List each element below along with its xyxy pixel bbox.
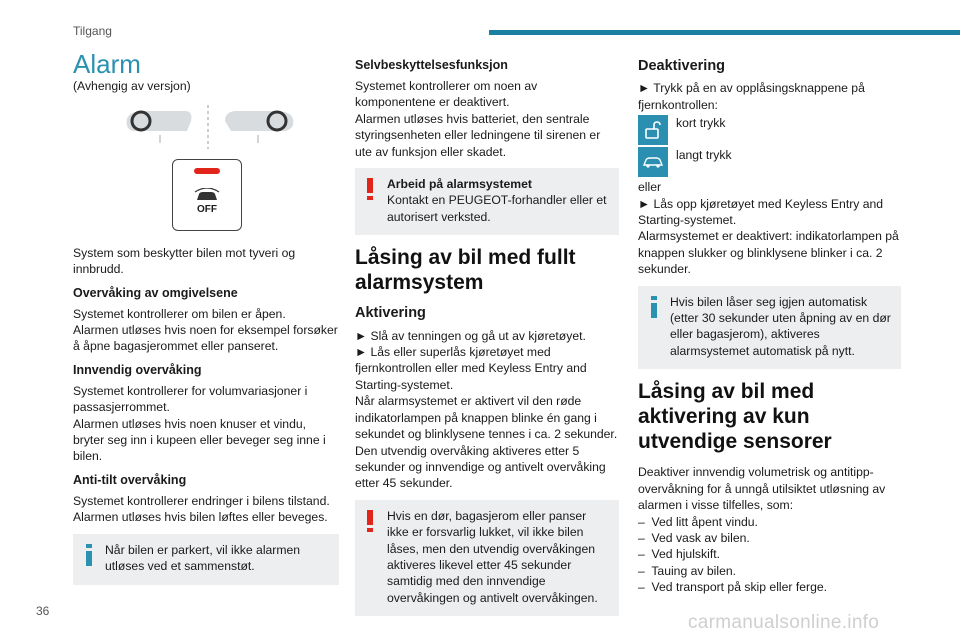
text-exterior: Deaktiver innvendig volumetrisk og antitipp-overvåkning for å unngå utilsiktet utløsning av alarmen i visse tilfelles, som: – Ved litt åpent vindu. – Ved vask av bilen. – Ved hjulskift. – Tauing av bilen. – Ved transport på skip eller ferge.	[638, 465, 886, 595]
car-key-icon	[638, 147, 668, 177]
info-icon	[85, 544, 93, 566]
heading-selfprotect: Selvbeskyttelsesfunksjon	[355, 58, 508, 72]
car-signal-icon	[193, 188, 221, 202]
text-activation: ► Slå av tenningen og gå ut av kjøretøyet. ► Lås eller superlås kjøretøyet med fjernkontrollen eller med Keyless Entry and Starting-systemet. Når alarmsystemet er aktivert vil den røde indikatorlampen på knappen blinke én gang i sekundet og blinklysene tennes i ca. 2 sekunder. Den utvendig overvåking aktiveres etter 5 sekunder og innvendige og antivelt overvåking etter 45 sekunder.	[355, 328, 618, 491]
heading-exterior-sensors: Låsing av bil med aktivering av kun utvendige sensorer	[638, 380, 832, 454]
warning-box-1	[355, 168, 619, 235]
column-3	[638, 56, 901, 602]
intro-text: System som beskytter bilen mot tyveri og innbrudd.	[73, 245, 299, 277]
red-indicator-lamp	[194, 168, 220, 174]
warning-1-text: Kontakt en PEUGEOT-forhandler eller et autorisert verksted.	[387, 193, 607, 224]
short-press-label: kort trykk	[676, 116, 726, 131]
car-icon	[642, 155, 664, 169]
warning-2-text: Hvis en dør, bagasjerom eller panser ikke er forsvarlig lukket, vil ikke bilen låses, men den utvendig overvåkingen aktiveres likevel etter 45 sekunder samtidig med den innvendige overvåkingen og antivelt overvåkingen.	[387, 508, 598, 605]
header-bar	[489, 30, 960, 35]
text-selfprotect: Systemet kontrollerer om noen av komponentene er deaktivert. Alarmen utløses hvis batteriet, den sentrale styringsenheten eller ledningene til sirenen er ute av funksjon eller skadet.	[355, 79, 601, 159]
steering-wheel-icon	[125, 105, 295, 151]
heading-surroundings: Overvåking av omgivelsene	[73, 285, 238, 300]
warning-box-2	[355, 500, 619, 616]
watermark: carmanualsonline.info	[688, 612, 880, 633]
section-header: Tilgang	[73, 24, 112, 38]
text-or: eller ► Lås opp kjøretøyet med Keyless Entry and Starting-systemet. Alarmsystemet er deaktivert: indikatorlampen på knappen slukker og blinklysene blinker i ca. 2 sekunder.	[638, 180, 899, 277]
heading-full-alarm: Låsing av bil med fullt alarmsystem	[355, 246, 576, 295]
off-label: OFF	[197, 203, 217, 215]
warning-icon	[367, 510, 373, 532]
car-key-row	[638, 147, 901, 177]
column-2	[355, 58, 619, 626]
padlock-open-icon	[643, 120, 663, 140]
info-box	[73, 534, 339, 585]
page-title: Alarm	[73, 49, 141, 79]
page-number: 36	[36, 604, 50, 618]
text-surroundings: Systemet kontrollerer om bilen er åpen. Alarmen utløses hvis noen for eksempel forsøker å åpne bagasjerommet eller panseret.	[73, 306, 338, 354]
info-icon	[650, 296, 658, 318]
text-tilt: Systemet kontrollerer endringer i bilens tilstand. Alarmen utløses hvis bilen løftes eller beveges.	[73, 493, 330, 525]
heading-tilt: Anti-tilt overvåking	[73, 472, 187, 487]
warning-icon	[367, 178, 373, 200]
long-press-label: langt trykk	[676, 148, 732, 163]
warning-1-title: Arbeid på alarmsystemet	[387, 177, 532, 192]
column-1	[73, 49, 339, 595]
info-box-2	[638, 286, 901, 370]
heading-interior: Innvendig overvåking	[73, 362, 202, 377]
heading-activation: Aktivering	[355, 305, 426, 322]
info-box-2-text: Hvis bilen låser seg igjen automatisk (etter 30 sekunder uten åpning av en dør eller bagasjerom), aktiveres alarmsystemet automatisk på nytt.	[670, 294, 891, 358]
text-press: ► Trykk på en av opplåsingsknappene på fjernkontrollen:	[638, 81, 869, 112]
unlock-key-row	[638, 115, 901, 145]
steering-illustration	[125, 105, 339, 153]
unlock-key-icon	[638, 115, 668, 145]
info-box-text: Når bilen er parkert, vil ikke alarmen utløses ved et sammenstøt.	[105, 542, 301, 574]
heading-deactivation: Deaktivering	[638, 58, 726, 74]
text-interior: Systemet kontrollerer for volumvariasjoner i passasjerrommet. Alarmen utløses hvis noen knuser et vindu, bryter seg inn i kupeen eller beveger seg inne i bilen.	[73, 383, 326, 464]
version-note: (Avhengig av versjon)	[73, 79, 191, 94]
alarm-off-button	[172, 159, 242, 231]
